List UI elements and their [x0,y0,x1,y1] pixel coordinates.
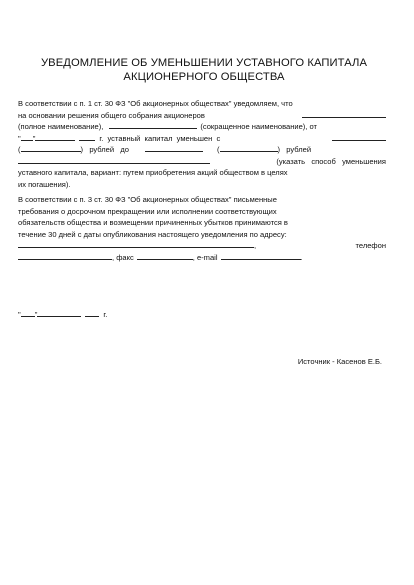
para1-text-5c: ( [216,145,220,154]
blank-field [109,121,197,129]
para1-text-5a: ( [18,145,21,154]
email-label: , e-mail [192,252,218,262]
para1-line-5 [18,144,386,156]
date-quote-close: " [34,310,38,319]
para2-text-5a: , [254,241,257,250]
para1-text-3b: (сокращенное наименование), от [200,122,317,131]
para1-text-4c: г. уставный капитал уменьшен с [99,133,221,143]
para2-line-4 [18,229,386,241]
year-blank-field [85,309,99,317]
blank-field [18,156,210,164]
para1-text-8: их погашения). [18,179,71,189]
day-blank-field [21,309,35,317]
para1-text-5b: ) рублей до [80,145,129,154]
fax-label: , факс [112,252,134,262]
blank-field [220,144,278,152]
para2-line-6 [18,252,386,264]
para1-quote-open: " [18,133,21,143]
para2-line-1 [18,194,386,206]
para1-line-1 [18,98,386,110]
title-line-2: АКЦИОНЕРНОГО ОБЩЕСТВА [123,71,285,83]
date-suffix: г. [103,310,108,319]
paragraph-reduction-notice [18,98,386,190]
phone-blank-field [18,252,112,260]
document-title [18,56,386,84]
blank-field [79,133,95,141]
email-blank-field [221,252,301,260]
fax-blank-field [137,252,193,260]
para1-line-4 [18,133,386,145]
para1-text-3a: (полное наименование), [18,122,104,131]
blank-field [332,133,386,141]
blank-field [35,133,75,141]
para2-line-5 [18,240,386,252]
address-blank-field [18,240,254,248]
blank-field [21,133,33,141]
para1-line-2 [18,110,386,122]
para2-text-1: В соответствии с п. 3 ст. 30 ФЗ "Об акционерных обществах" письменные [18,195,277,204]
para1-text-5d: ) рублей [277,145,312,154]
para2-line-2 [18,206,386,218]
month-blank-field [34,309,81,319]
para1-line-3 [18,121,386,133]
date-quote-open: " [18,310,21,319]
para1-text-6: (указать способ уменьшения [276,156,386,166]
para1-text-1: В соответствии с п. 1 ст. 30 ФЗ "Об акционерных обществах" уведомляем, что [18,99,293,108]
para1-text-2: на основании решения общего собрания акционеров [18,110,205,120]
blank-field [302,110,386,118]
para2-text-6c: . [300,252,303,262]
title-line-1: УВЕДОМЛЕНИЕ ОБ УМЕНЬШЕНИИ УСТАВНОГО КАПИТАЛА [40,57,368,69]
para2-text-2: требования о досрочном прекращении или исполнении соответствующих [18,206,277,216]
blank-field [21,144,81,152]
para1-line-7 [18,167,386,179]
para1-quote-close: " [32,133,36,143]
para2-text-3: обязательств общества и возмещении причиненных убытков принимаются в [18,218,288,227]
document-date-line [18,309,107,320]
para1-text-7: уставного капитала, вариант: путем приобретения акций обществом в целях [18,168,288,177]
phone-label: телефон [355,241,386,250]
blank-field [145,144,203,152]
para2-line-3 [18,217,386,229]
source-attribution: Источник - Касенов Е.Б. [297,357,382,366]
para2-text-4: течение 30 дней с даты опубликования настоящего уведомления по адресу: [18,229,287,239]
paragraph-creditor-claims [18,194,386,263]
para1-line-6 [18,156,386,168]
para1-line-8 [18,179,386,191]
